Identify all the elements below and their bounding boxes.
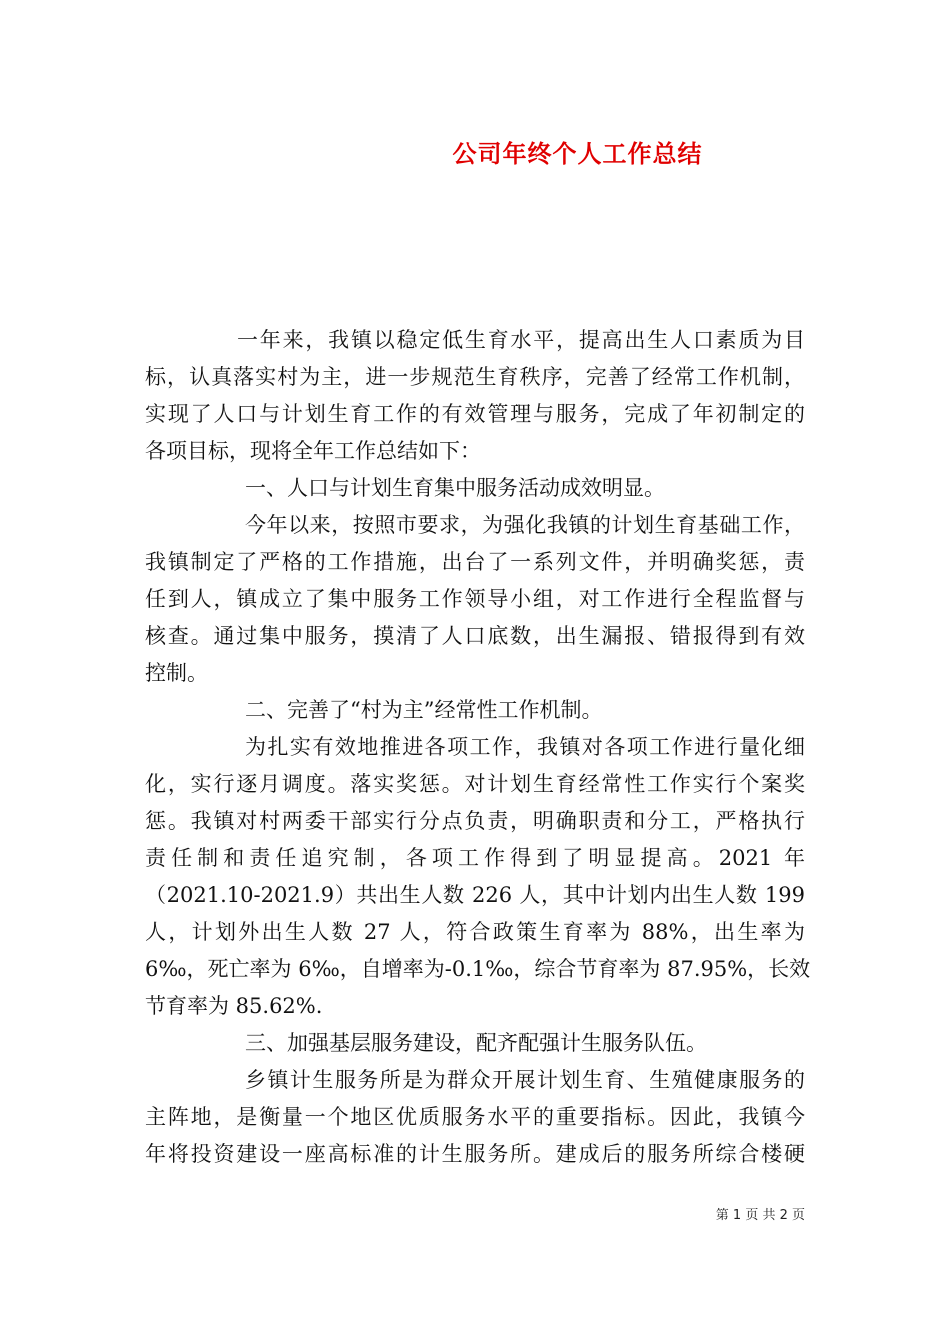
text-line: 控制。 <box>145 661 208 685</box>
text-line: 标，认真落实村为主，进一步规范生育秩序，完善了经常工作机制， <box>145 365 805 389</box>
text-line: 核查。通过集中服务，摸清了人口底数，出生漏报、错报得到有效 <box>145 624 805 648</box>
text-line: 各项目标，现将全年工作总结如下： <box>145 439 481 463</box>
text-line: 实现了人口与计划生育工作的有效管理与服务，完成了年初制定的 <box>145 402 805 426</box>
text-line: 我镇制定了严格的工作措施，出台了一系列文件，并明确奖惩，责 <box>145 550 805 574</box>
text-line: 一、人口与计划生育集中服务活动成效明显。 <box>245 476 665 500</box>
text-line: 节育率为 85.62%. <box>145 994 323 1018</box>
text-line: 为扎实有效地推进各项工作，我镇对各项工作进行量化细 <box>245 735 805 759</box>
text-line: 任到人，镇成立了集中服务工作领导小组，对工作进行全程监督与 <box>145 587 805 611</box>
text-line: 责任制和责任追究制，各项工作得到了明显提高。2021 年 <box>145 846 805 870</box>
document-title: 公司年终个人工作总结 <box>452 140 703 168</box>
page-number: 第 1 页 共 2 页 <box>715 1208 805 1223</box>
text-line: 惩。我镇对村两委干部实行分点负责，明确职责和分工，严格执行 <box>145 809 805 833</box>
text-line: 主阵地，是衡量一个地区优质服务水平的重要指标。因此，我镇今 <box>145 1105 805 1129</box>
text-line: 乡镇计生服务所是为群众开展计划生育、生殖健康服务的 <box>245 1068 805 1092</box>
text-line: （2021.10-2021.9）共出生人数 226 人，其中计划内出生人数 199 <box>145 883 805 907</box>
text-line: 6‰，死亡率为 6‰，自增率为-0.1‰，综合节育率为 87.95%，长效 <box>145 957 811 981</box>
text-line: 三、加强基层服务建设，配齐配强计生服务队伍。 <box>245 1031 707 1055</box>
text-line: 年将投资建设一座高标准的计生服务所。建成后的服务所综合楼硬 <box>145 1142 805 1166</box>
text-line: 化，实行逐月调度。落实奖惩。对计划生育经常性工作实行个案奖 <box>145 772 805 796</box>
text-line: 人，计划外出生人数 27 人，符合政策生育率为 88%，出生率为 <box>145 920 805 944</box>
text-line: 一年来，我镇以稳定低生育水平，提高出生人口素质为目 <box>237 328 805 352</box>
text-line: 二、完善了“村为主”经常性工作机制。 <box>245 698 603 722</box>
text-line: 今年以来，按照市要求，为强化我镇的计划生育基础工作， <box>245 513 805 537</box>
document-body <box>145 322 811 1173</box>
